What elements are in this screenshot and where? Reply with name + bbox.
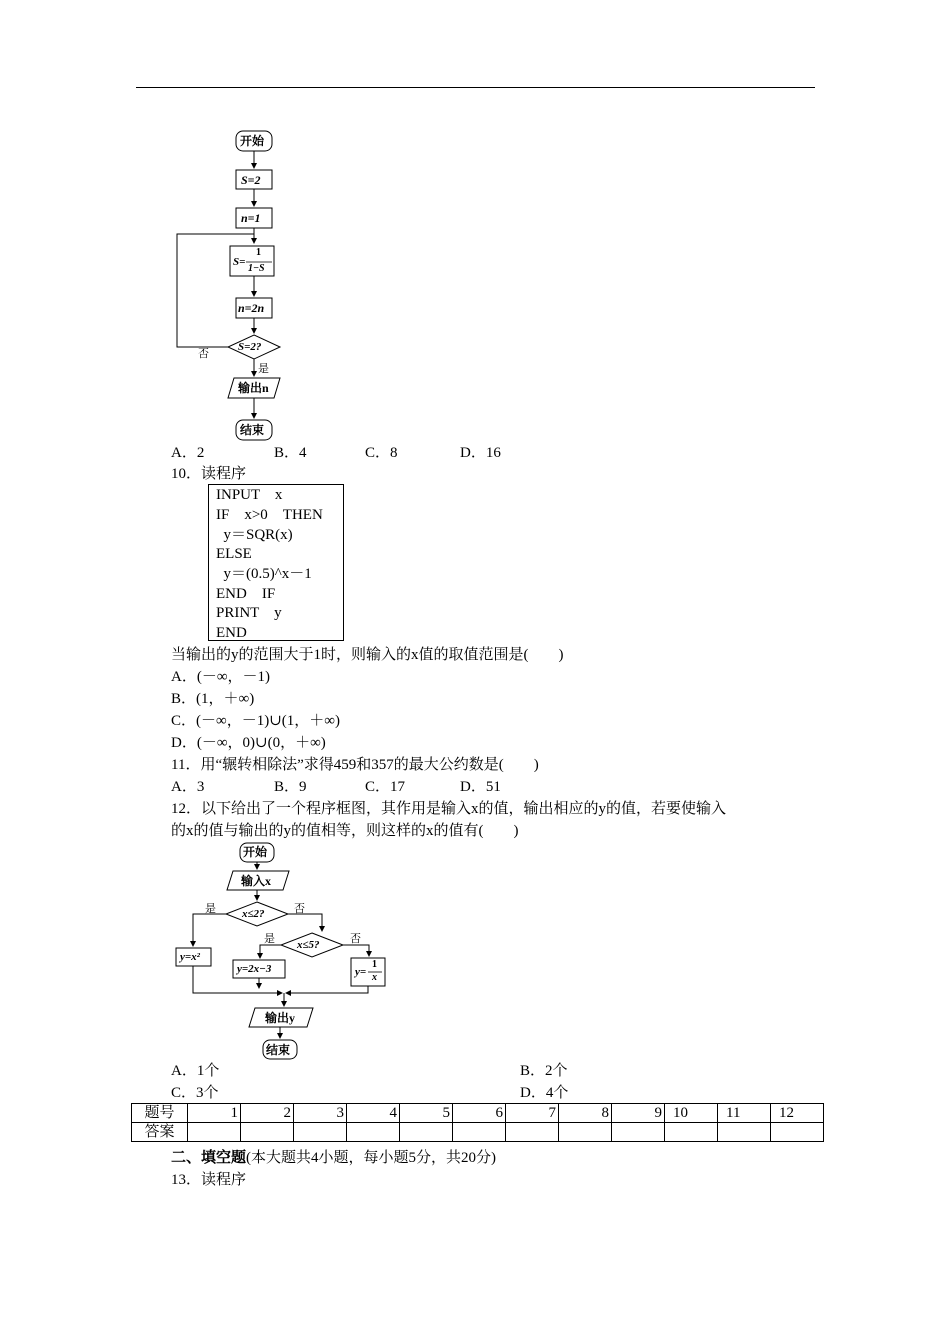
q10-code-line: INPUT x <box>216 487 283 503</box>
answer-cell[interactable] <box>453 1123 506 1142</box>
q9-option-d: D．16 <box>460 445 501 461</box>
fc1-n-init-label: n=1 <box>241 211 261 225</box>
q11-option-d: D．51 <box>460 779 501 795</box>
q10-title: 10．读程序 <box>171 466 247 482</box>
fc2-b3-num: 1 <box>372 959 377 970</box>
section2-note: (本大题共4小题，每小题5分，共20分) <box>246 1150 497 1166</box>
table-cell-number: 9 <box>612 1104 665 1123</box>
table-cell-number: 7 <box>506 1104 559 1123</box>
fc1-cond-label: S=2? <box>238 341 262 353</box>
q10-option-a: A．(－∞，－1) <box>171 669 271 685</box>
fc2-input-label: 输入x <box>241 874 272 888</box>
fc1-n-update-label: n=2n <box>238 301 265 315</box>
fc2-b1-label: y=x² <box>180 951 200 963</box>
table-cell-number: 6 <box>453 1104 506 1123</box>
q10-code-line: IF x>0 THEN <box>216 507 323 523</box>
q10-code-line: y＝(0.5)^x－1 <box>216 566 312 582</box>
q9-option-c: C．8 <box>365 445 398 461</box>
q12-line2: 的x的值与输出的y的值相等，则这样的x的值有( ) <box>171 823 519 839</box>
fc1-end-label: 结束 <box>240 423 265 437</box>
answer-cell[interactable] <box>559 1123 612 1142</box>
fc2-no1-label: 否 <box>294 903 305 915</box>
q10-code-line: END <box>216 625 247 641</box>
fc1-start-label: 开始 <box>240 134 265 148</box>
q12-option-d: D．4个 <box>520 1085 569 1101</box>
fc1-s-update-den: 1−S <box>248 263 265 274</box>
fc1-s-update-left: S= <box>233 256 246 268</box>
answer-cell[interactable] <box>612 1123 665 1142</box>
answer-cell[interactable] <box>506 1123 559 1142</box>
fc2-cond1-label: x≤2? <box>242 908 265 920</box>
q9-option-a: A．2 <box>171 445 205 461</box>
q12-option-a: A．1个 <box>171 1063 220 1079</box>
answer-cell[interactable] <box>771 1123 824 1142</box>
fc2-yes1-label: 是 <box>205 903 216 915</box>
q10-code-line: y＝SQR(x) <box>216 527 293 543</box>
fc2-b3-den: x <box>372 972 377 983</box>
table-cell-number: 4 <box>347 1104 400 1123</box>
q10-option-b: B．(1，＋∞) <box>171 691 255 707</box>
answer-cell[interactable] <box>188 1123 241 1142</box>
table-head-answer: 答案 <box>132 1123 188 1142</box>
header-rule <box>136 87 815 88</box>
q11-option-a: A．3 <box>171 779 205 795</box>
answer-cell[interactable] <box>347 1123 400 1142</box>
answer-cell[interactable] <box>294 1123 347 1142</box>
fc2-yes2-label: 是 <box>264 933 275 945</box>
fc2-no2-label: 否 <box>350 933 361 945</box>
answer-cell[interactable] <box>241 1123 294 1142</box>
fc2-start-label: 开始 <box>243 845 268 859</box>
fc1-yes-label: 是 <box>258 363 269 375</box>
q9-option-b: B．4 <box>274 445 307 461</box>
fc2-cond2-label: x≤5? <box>297 939 320 951</box>
table-cell-number: 10 <box>665 1104 718 1123</box>
table-cell-number: 3 <box>294 1104 347 1123</box>
table-head-number: 题号 <box>132 1104 188 1123</box>
table-row <box>132 1123 824 1142</box>
fc2-b2-label: y=2x−3 <box>237 963 272 975</box>
q12-line1: 12．以下给出了一个程序框图，其作用是输入x的值，输出相应的y的值，若要使输入 <box>171 801 727 817</box>
fc2-end-label: 结束 <box>266 1043 291 1057</box>
fc2-b3-left: y= <box>355 966 367 978</box>
q11-question: 11．用“辗转相除法”求得459和357的最大公约数是( ) <box>171 757 539 773</box>
q13-title: 13．读程序 <box>171 1172 247 1188</box>
q12-option-c: C．3个 <box>171 1085 219 1101</box>
fc1-s-update-num: 1 <box>256 247 261 258</box>
table-cell-number: 11 <box>718 1104 771 1123</box>
table-row <box>132 1104 824 1123</box>
answer-cell[interactable] <box>665 1123 718 1142</box>
table-cell-number: 2 <box>241 1104 294 1123</box>
fc1-s-init-label: S=2 <box>241 173 261 187</box>
q10-option-c: C．(－∞，－1)∪(1，＋∞) <box>171 713 340 729</box>
q10-option-d: D．(－∞，0)∪(0，＋∞) <box>171 735 326 751</box>
q11-option-c: C．17 <box>365 779 406 795</box>
table-cell-number: 1 <box>188 1104 241 1123</box>
table-cell-number: 12 <box>771 1104 824 1123</box>
q10-question: 当输出的y的范围大于1时，则输入的x值的取值范围是( ) <box>171 647 564 663</box>
fc1-output-label: 输出n <box>238 381 269 395</box>
q10-code-line: END IF <box>216 586 276 602</box>
section2-heading <box>171 1148 496 1168</box>
q10-code-line: ELSE <box>216 546 252 562</box>
q11-option-b: B．9 <box>274 779 307 795</box>
table-cell-number: 8 <box>559 1104 612 1123</box>
table-cell-number: 5 <box>400 1104 453 1123</box>
q10-code-line: PRINT y <box>216 605 282 621</box>
section2-heading-bold: 二、填空题 <box>171 1150 247 1166</box>
answer-cell[interactable] <box>718 1123 771 1142</box>
answer-cell[interactable] <box>400 1123 453 1142</box>
fc2-output-label: 输出y <box>265 1011 296 1025</box>
answer-table <box>131 1103 824 1142</box>
fc1-no-label: 否 <box>198 348 209 360</box>
q12-option-b: B．2个 <box>520 1063 568 1079</box>
